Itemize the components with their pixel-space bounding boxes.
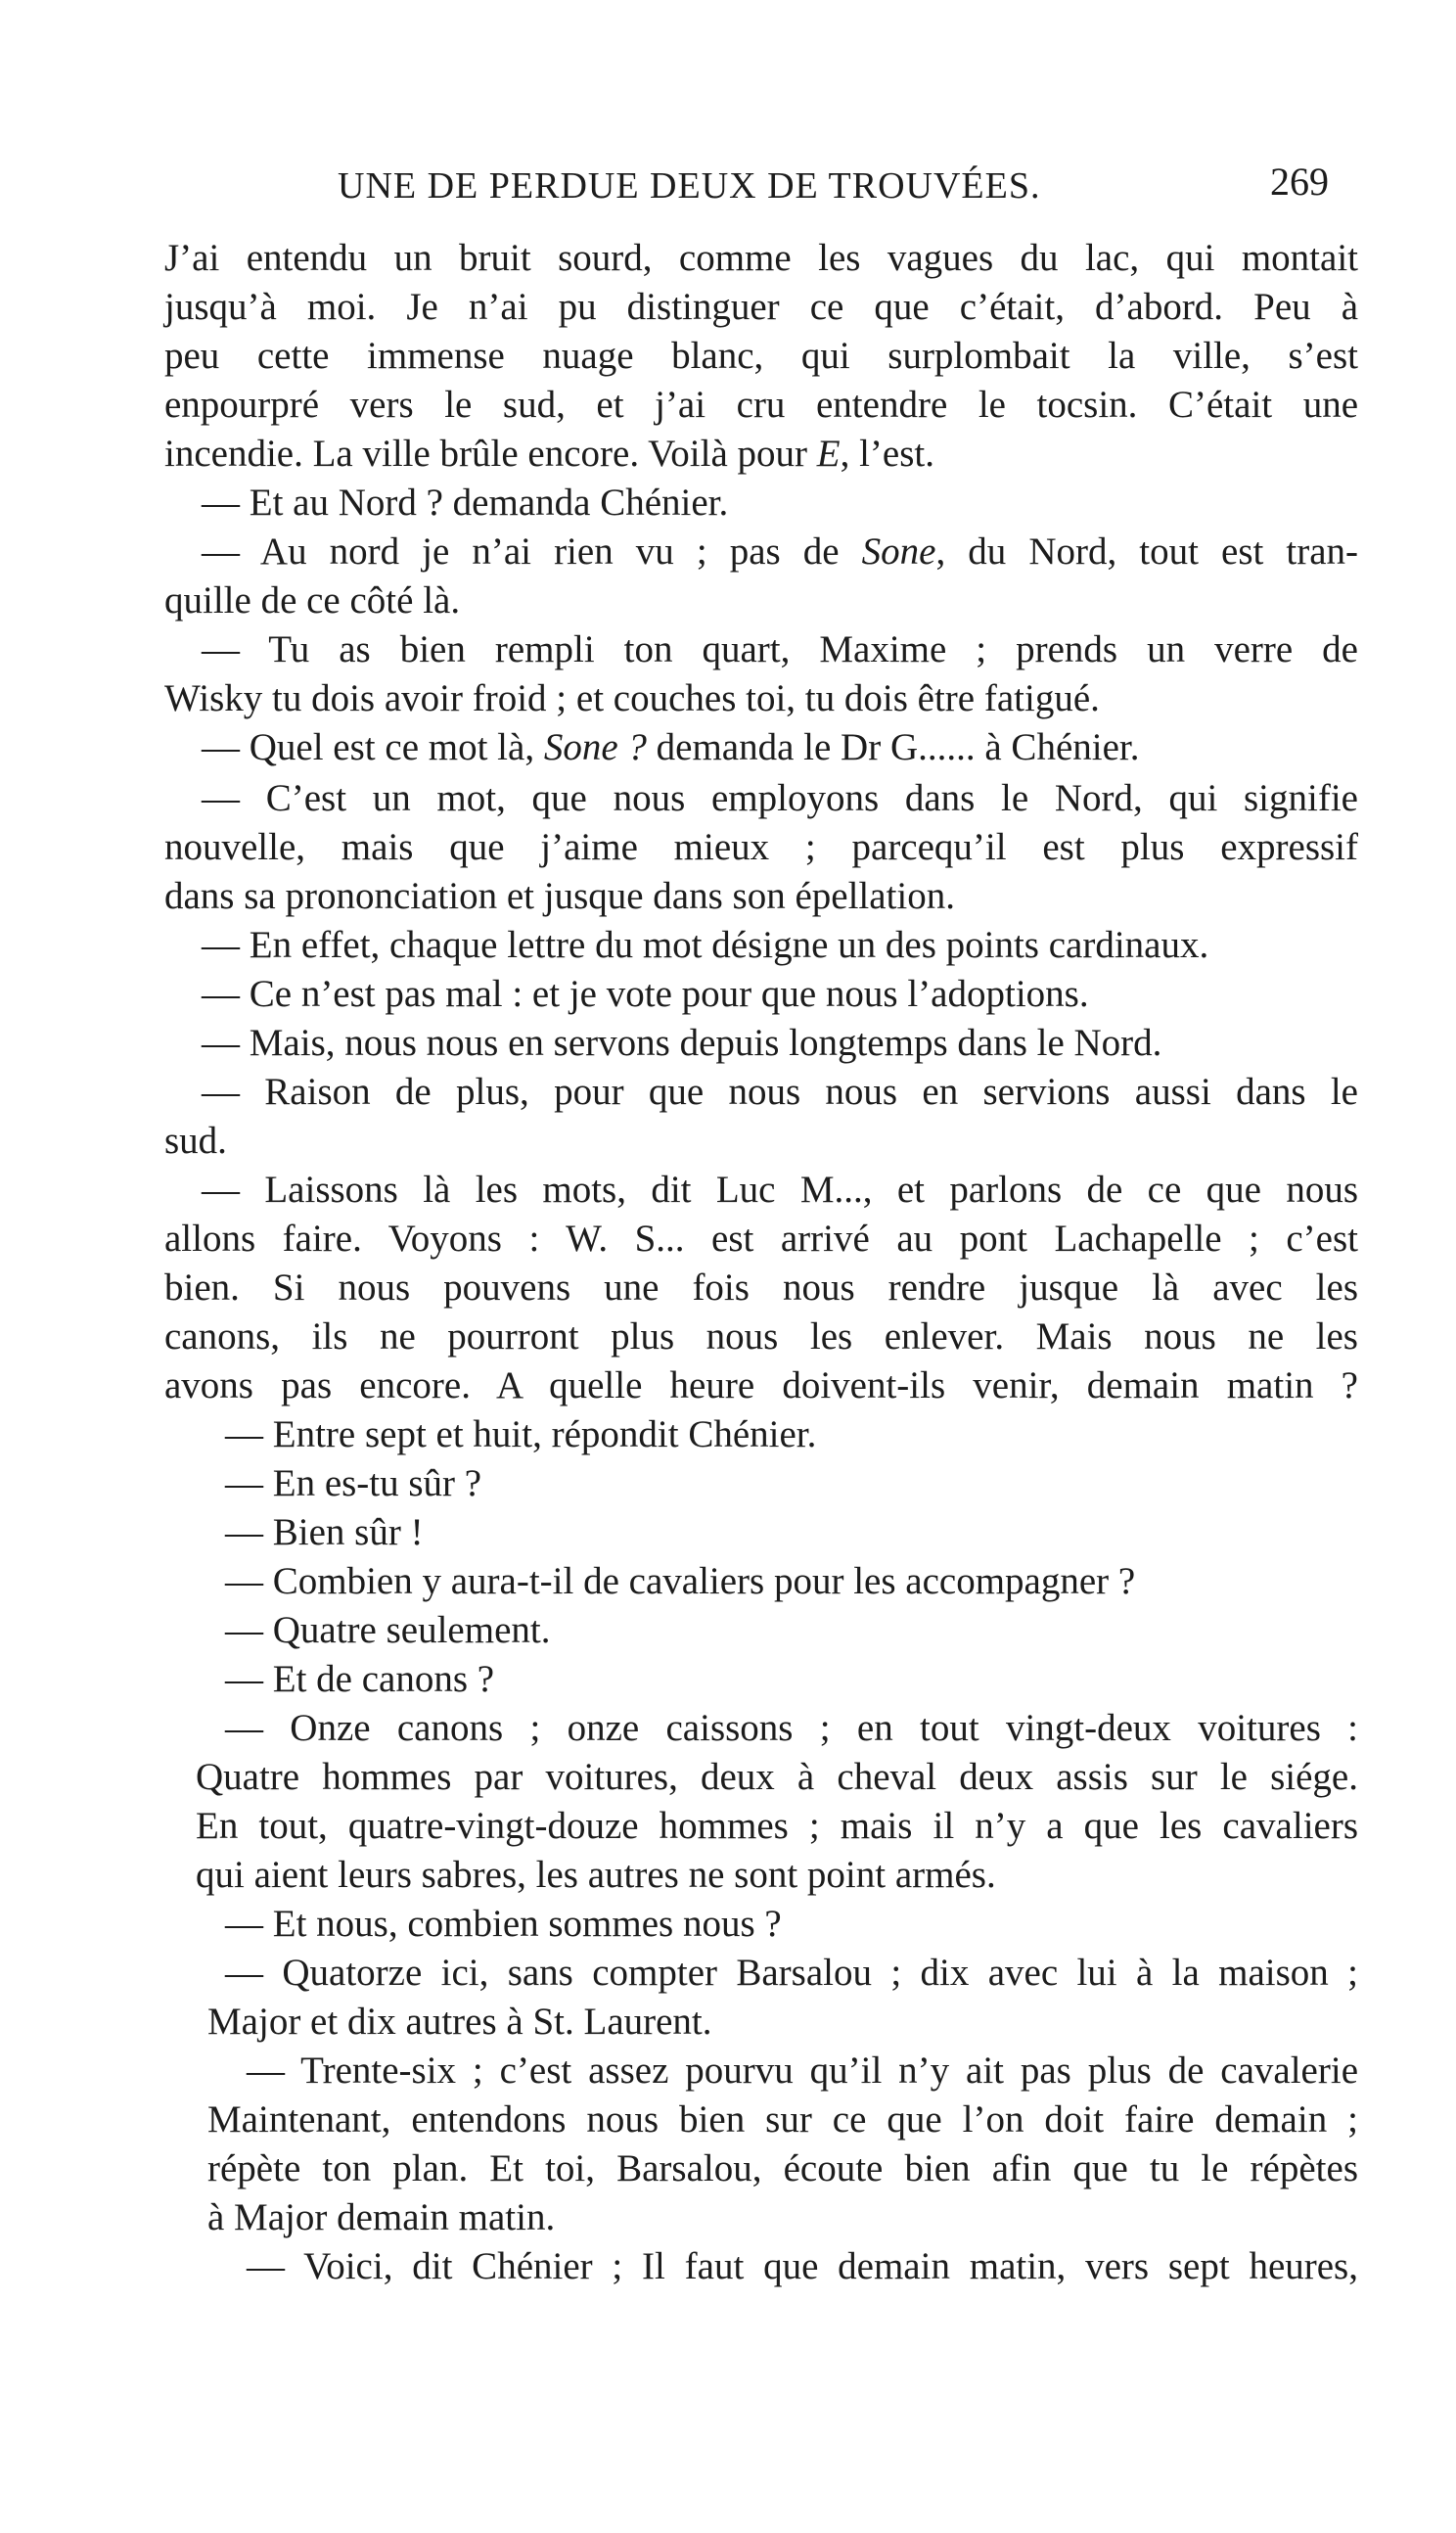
text-line: — Voici, dit Chénier ; Il faut que demain matin, vers sept heures, [247,2245,1358,2287]
text-line: — En es-tu sûr ? [225,1462,482,1504]
text-line: — Trente-six ; c’est assez pourvu qu’il n’y ait pas plus de cavalerie [247,2049,1358,2092]
text-line: jusqu’à moi. Je n’ai pu distinguer ce que c’était, d’abord. Peu à [164,286,1358,328]
line-text: , du Nord, tout est tran- [935,530,1359,573]
text-line: En tout, quatre-vingt-douze hommes ; mais il n’y a que les cavaliers [196,1805,1358,1847]
text-line: enpourpré vers le sud, et j’ai cru entendre le tocsin. C’était une [164,384,1358,426]
line-text: — Au nord je n’ai rien vu ; pas de [202,530,840,573]
italic-word: Sone ? [543,726,647,768]
text-line: nouvelle, mais que j’aime mieux ; parcequ’il est plus expressif [164,826,1358,868]
text-line: répète ton plan. Et toi, Barsalou, écoute bien afin que tu le répètes [207,2147,1358,2189]
text-line [202,724,1139,771]
page-header [0,160,1456,223]
text-line: bien. Si nous pouvens une fois nous rendre jusque là avec les [164,1266,1358,1309]
text-line: — Quatorze ici, sans compter Barsalou ; dix avec lui à la maison ; [225,1952,1358,1994]
text-line: — C’est un mot, que nous employons dans le Nord, qui signifie [202,777,1358,819]
text-line: Maintenant, entendons nous bien sur ce que l’on doit faire demain ; [207,2098,1358,2141]
running-title: UNE DE PERDUE DEUX DE TROUVÉES. [338,165,1041,207]
text-line: — Quatre seulement. [225,1609,551,1651]
text-line: sud. [164,1120,227,1162]
text-line: quille de ce côté là. [164,579,461,622]
text-line: — Et au Nord ? demanda Chénier. [202,482,729,524]
text-line: — En effet, chaque lettre du mot désigne un des points cardinaux. [202,924,1209,966]
text-line: Quatre hommes par voitures, deux à cheval deux assis sur le siége. [196,1756,1358,1798]
text-line: — Et de canons ? [225,1658,495,1700]
text-line: canons, ils ne pourront plus nous les enlever. Mais nous ne les [164,1315,1358,1358]
text-line: Wisky tu dois avoir froid ; et couches toi, tu dois être fatigué. [164,677,1100,719]
text-line: — Combien y aura-t-il de cavaliers pour les accompagner ? [225,1560,1136,1602]
text-line: Major et dix autres à St. Laurent. [207,2001,712,2043]
text-line: — Raison de plus, pour que nous nous en servions aussi dans le [202,1071,1358,1113]
italic-word: Sone [861,530,936,573]
text-line: dans sa prononciation et jusque dans son épellation. [164,875,955,917]
text-line: à Major demain matin. [207,2196,556,2238]
text-line: qui aient leurs sabres, les autres ne sont point armés. [196,1854,996,1896]
text-line: — Entre sept et huit, répondit Chénier. [225,1413,817,1455]
text-line: — Laissons là les mots, dit Luc M..., et parlons de ce que nous [202,1169,1358,1211]
line-text: incendie. La ville brûle encore. Voilà pour [164,433,808,475]
text-line: allons faire. Voyons : W. S... est arrivé au pont Lachapelle ; c’est [164,1218,1358,1260]
line-text: — Quel est ce mot là, [202,726,535,768]
text-line: — Ce n’est pas mal : et je vote pour que nous l’adoptions. [202,973,1089,1015]
text-line [164,431,934,478]
text-line [202,529,1358,576]
text-line: — Tu as bien rempli ton quart, Maxime ; prends un verre de [202,628,1358,670]
text-line: avons pas encore. A quelle heure doivent-ils venir, demain matin ? [164,1364,1358,1406]
line-text: demanda le Dr G...... à Chénier. [646,726,1140,768]
text-line: — Mais, nous nous en servons depuis longtemps dans le Nord. [202,1022,1162,1064]
italic-letter: E [816,433,841,475]
text-line: J’ai entendu un bruit sourd, comme les vagues du lac, qui montait [164,237,1358,279]
line-text: , l’est. [840,433,934,475]
text-line: — Onze canons ; onze caissons ; en tout vingt-deux voitures : [225,1707,1358,1749]
page-number: 269 [1270,160,1329,204]
text-line: — Bien sûr ! [225,1511,424,1553]
text-line: — Et nous, combien sommes nous ? [225,1903,782,1945]
text-line: peu cette immense nuage blanc, qui surplombait la ville, s’est [164,335,1358,377]
